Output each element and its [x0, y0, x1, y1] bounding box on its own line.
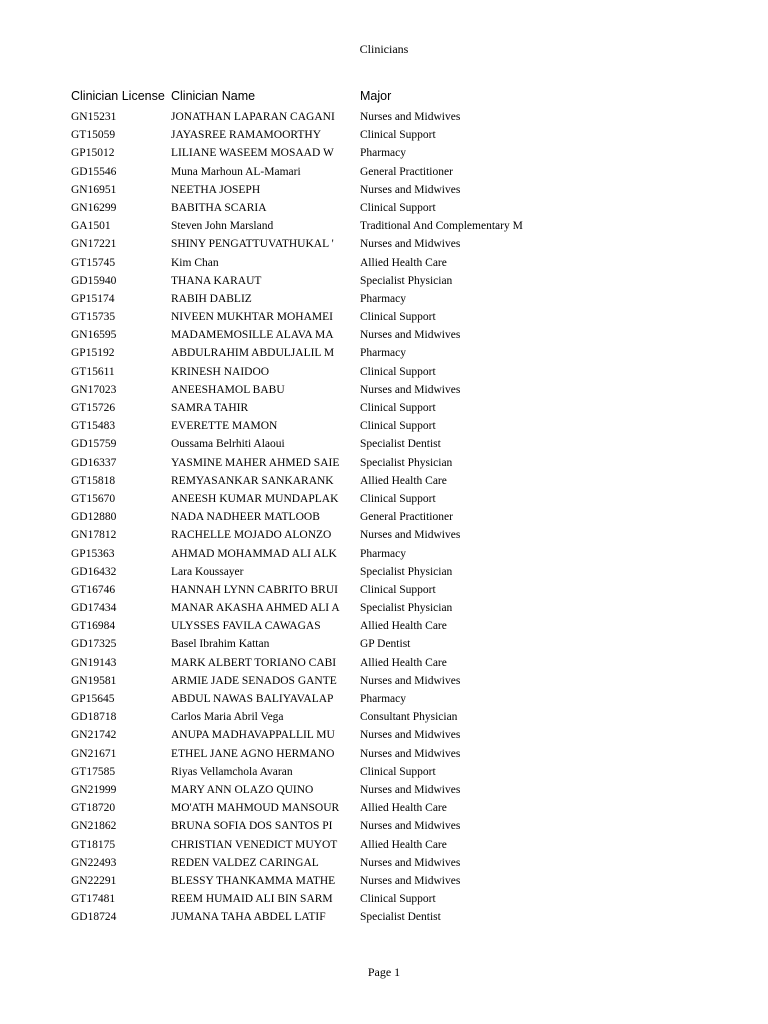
cell-major: Specialist Physician — [360, 602, 453, 615]
cell-major: Specialist Physician — [360, 456, 453, 469]
cell-major: Pharmacy — [360, 292, 406, 305]
cell-name: BRUNA SOFIA DOS SANTOS PI — [171, 820, 333, 833]
cell-license: GN15231 — [71, 111, 117, 123]
table-row — [71, 435, 731, 453]
cell-name: ARMIE JADE SENADOS GANTE — [171, 674, 337, 687]
table-row — [71, 363, 731, 381]
cell-major: Clinical Support — [360, 402, 436, 414]
cell-name: LILIANE WASEEM MOSAAD W — [171, 147, 334, 160]
cell-major: Traditional And Complementary M — [360, 220, 523, 233]
cell-license: GT15670 — [71, 492, 116, 505]
cell-license: GD17434 — [71, 602, 117, 615]
table-header-row — [71, 89, 731, 107]
table-row — [71, 126, 731, 144]
table-row — [71, 672, 731, 690]
cell-license: GN17023 — [71, 383, 117, 396]
cell-major: General Practitioner — [360, 511, 453, 524]
table-row — [71, 526, 731, 544]
cell-license: GN21999 — [71, 783, 117, 796]
table-row — [71, 745, 731, 763]
cell-major: Clinical Support — [360, 583, 436, 596]
cell-license: GN22291 — [71, 874, 117, 887]
cell-name: JONATHAN LAPARAN CAGANI — [171, 111, 335, 123]
cell-major: Clinical Support — [360, 365, 436, 378]
cell-name: AHMAD MOHAMMAD ALI ALK — [171, 547, 337, 560]
cell-major: Pharmacy — [360, 547, 406, 560]
cell-name: Kim Chan — [171, 256, 219, 269]
table-row — [71, 344, 731, 362]
cell-name: REDEN VALDEZ CARINGAL — [171, 856, 319, 869]
table-row — [71, 399, 731, 417]
cell-license: GD12880 — [71, 511, 117, 524]
cell-major: Allied Health Care — [360, 802, 447, 815]
cell-name: MO'ATH MAHMOUD MANSOUR — [171, 802, 340, 815]
table-row — [71, 290, 731, 308]
cell-name: SAMRA TAHIR — [171, 402, 249, 414]
cell-license: GD15546 — [71, 165, 117, 178]
cell-major: Nurses and Midwives — [360, 111, 461, 123]
table-row — [71, 854, 731, 872]
table-row — [71, 817, 731, 835]
cell-name: Carlos Maria Abril Vega — [171, 711, 284, 724]
page-number: Page 1 — [367, 965, 401, 979]
cell-major: General Practitioner — [360, 165, 453, 178]
table-row — [71, 472, 731, 490]
cell-license: GP15012 — [71, 147, 115, 160]
table-row — [71, 799, 731, 817]
table-row — [71, 726, 731, 744]
cell-license: GP15363 — [71, 547, 115, 560]
header-major: Major — [360, 89, 392, 103]
cell-major: Nurses and Midwives — [360, 747, 461, 760]
cell-name: SHINY PENGATTUVATHUKAL ' — [171, 238, 334, 251]
cell-license: GN16951 — [71, 183, 117, 196]
cell-major: Clinical Support — [360, 129, 436, 142]
cell-major: Pharmacy — [360, 147, 406, 160]
cell-name: CHRISTIAN VENEDICT MUYOT — [171, 838, 338, 851]
cell-license: GT15483 — [71, 420, 116, 433]
table-row — [71, 781, 731, 799]
cell-major: Nurses and Midwives — [360, 529, 461, 542]
cell-major: Nurses and Midwives — [360, 874, 461, 887]
cell-license: GD18718 — [71, 711, 117, 724]
cell-major: Allied Health Care — [360, 838, 447, 851]
table-row — [71, 617, 731, 635]
cell-license: GN21742 — [71, 729, 117, 742]
table-row — [71, 908, 731, 926]
table-row — [71, 308, 731, 326]
cell-name: Riyas Vellamchola Avaran — [171, 765, 293, 778]
table-row — [71, 181, 731, 199]
cell-major: GP Dentist — [360, 638, 411, 651]
table-row — [71, 272, 731, 290]
cell-license: GN19143 — [71, 656, 117, 669]
cell-major: Clinical Support — [360, 311, 436, 324]
cell-name: EVERETTE MAMON — [171, 420, 278, 433]
cell-name: HANNAH LYNN CABRITO BRUI — [171, 583, 338, 596]
cell-license: GN21862 — [71, 820, 117, 833]
cell-name: Muna Marhoun AL-Mamari — [171, 165, 301, 178]
table-row — [71, 163, 731, 181]
header-clinician-name: Clinician Name — [171, 89, 256, 103]
table-row — [71, 108, 731, 126]
cell-name: Oussama Belrhiti Alaoui — [171, 438, 285, 451]
cell-major: Allied Health Care — [360, 474, 447, 487]
cell-name: ANEESH KUMAR MUNDAPLAK — [171, 492, 339, 505]
cell-license: GT15059 — [71, 129, 116, 142]
cell-license: GT17481 — [71, 893, 116, 906]
cell-major: Clinical Support — [360, 765, 436, 778]
table-row — [71, 690, 731, 708]
table-row — [71, 890, 731, 908]
cell-license: GT15611 — [71, 365, 115, 378]
cell-license: GT15726 — [71, 402, 116, 414]
cell-license: GN21671 — [71, 747, 117, 760]
cell-name: MARY ANN OLAZO QUINO — [171, 783, 314, 796]
cell-license: GN16595 — [71, 329, 117, 342]
cell-license: GT16984 — [71, 620, 116, 633]
cell-license: GT15818 — [71, 474, 116, 487]
table-row — [71, 144, 731, 162]
cell-major: Clinical Support — [360, 201, 436, 214]
cell-license: GT18175 — [71, 838, 116, 851]
cell-name: RABIH DABLIZ — [171, 292, 252, 305]
cell-major: Specialist Physician — [360, 274, 453, 287]
cell-license: GD18724 — [71, 911, 117, 924]
cell-license: GP15174 — [71, 292, 115, 305]
cell-name: MANAR AKASHA AHMED ALI A — [171, 602, 340, 615]
cell-major: Allied Health Care — [360, 256, 447, 269]
table-row — [71, 563, 731, 581]
cell-license: GN17221 — [71, 238, 117, 251]
cell-license: GP15192 — [71, 347, 115, 360]
table-row — [71, 490, 731, 508]
cell-license: GD16337 — [71, 456, 117, 469]
cell-name: REMYASANKAR SANKARANK — [171, 474, 334, 487]
table-row — [71, 599, 731, 617]
cell-major: Nurses and Midwives — [360, 856, 461, 869]
cell-license: GT16746 — [71, 583, 116, 596]
cell-major: Specialist Dentist — [360, 911, 441, 924]
cell-major: Specialist Dentist — [360, 438, 441, 451]
cell-license: GT18720 — [71, 802, 116, 815]
cell-name: ULYSSES FAVILA CAWAGAS — [171, 620, 321, 633]
cell-major: Nurses and Midwives — [360, 183, 461, 196]
cell-license: GT15745 — [71, 256, 116, 269]
cell-major: Specialist Physician — [360, 565, 453, 578]
cell-major: Nurses and Midwives — [360, 729, 461, 742]
table-row — [71, 454, 731, 472]
cell-major: Nurses and Midwives — [360, 329, 461, 342]
cell-license: GN16299 — [71, 201, 117, 214]
table-row — [71, 508, 731, 526]
cell-name: ANEESHAMOL BABU — [171, 383, 285, 396]
cell-name: ETHEL JANE AGNO HERMANO — [171, 747, 335, 760]
table-row — [71, 635, 731, 653]
table-row — [71, 545, 731, 563]
page-title: Clinicians — [359, 42, 409, 56]
table-row — [71, 381, 731, 399]
cell-major: Consultant Physician — [360, 711, 458, 724]
cell-name: Basel Ibrahim Kattan — [171, 638, 270, 651]
cell-name: BABITHA SCARIA — [171, 201, 267, 214]
table-row — [71, 763, 731, 781]
cell-license: GT15735 — [71, 311, 116, 324]
table-row — [71, 708, 731, 726]
cell-name: NADA NADHEER MATLOOB — [171, 511, 320, 524]
cell-name: MARK ALBERT TORIANO CABI — [171, 656, 337, 669]
cell-license: GD15759 — [71, 438, 117, 451]
cell-name: REEM HUMAID ALI BIN SARM — [171, 893, 333, 906]
cell-license: GT17585 — [71, 765, 116, 778]
cell-license: GN22493 — [71, 856, 117, 869]
cell-license: GN19581 — [71, 674, 117, 687]
cell-license: GP15645 — [71, 693, 115, 705]
cell-name: JAYASREE RAMAMOORTHY — [171, 129, 322, 142]
cell-major: Clinical Support — [360, 492, 436, 505]
table-row — [71, 235, 731, 253]
cell-name: NIVEEN MUKHTAR MOHAMEI — [171, 311, 333, 324]
cell-major: Nurses and Midwives — [360, 783, 461, 796]
cell-license: GA1501 — [71, 220, 111, 233]
cell-major: Allied Health Care — [360, 620, 447, 633]
cell-name: ABDUL NAWAS BALIYAVALAP — [171, 693, 334, 705]
cell-name: Steven John Marsland — [171, 220, 274, 233]
cell-name: KRINESH NAIDOO — [171, 365, 270, 378]
cell-license: GD17325 — [71, 638, 117, 651]
cell-name: THANA KARAUT — [171, 274, 262, 287]
table-row — [71, 581, 731, 599]
table-row — [71, 326, 731, 344]
table-row — [71, 654, 731, 672]
cell-license: GD15940 — [71, 274, 117, 287]
table-row — [71, 836, 731, 854]
table-row — [71, 217, 731, 235]
cell-major: Pharmacy — [360, 347, 406, 360]
header-clinician-license: Clinician License — [71, 89, 165, 103]
cell-major: Nurses and Midwives — [360, 820, 461, 833]
cell-name: BLESSY THANKAMMA MATHE — [171, 874, 336, 887]
cell-name: YASMINE MAHER AHMED SAIE — [171, 456, 340, 469]
clinician-table — [71, 108, 731, 926]
cell-major: Nurses and Midwives — [360, 238, 461, 251]
table-row — [71, 199, 731, 217]
cell-major: Allied Health Care — [360, 656, 447, 669]
table-row — [71, 254, 731, 272]
cell-major: Clinical Support — [360, 420, 436, 433]
cell-name: RACHELLE MOJADO ALONZO — [171, 529, 332, 542]
cell-major: Nurses and Midwives — [360, 674, 461, 687]
cell-license: GD16432 — [71, 565, 117, 578]
cell-major: Pharmacy — [360, 693, 406, 705]
table-row — [71, 872, 731, 890]
cell-name: JUMANA TAHA ABDEL LATIF — [171, 911, 326, 924]
cell-name: ANUPA MADHAVAPPALLIL MU — [171, 729, 335, 742]
cell-name: NEETHA JOSEPH — [171, 183, 261, 196]
cell-name: MADAMEMOSILLE ALAVA MA — [171, 329, 334, 342]
table-row — [71, 417, 731, 435]
cell-major: Clinical Support — [360, 893, 436, 906]
cell-license: GN17812 — [71, 529, 117, 542]
cell-name: Lara Koussayer — [171, 565, 244, 578]
cell-major: Nurses and Midwives — [360, 383, 461, 396]
cell-name: ABDULRAHIM ABDULJALIL M — [171, 347, 335, 360]
